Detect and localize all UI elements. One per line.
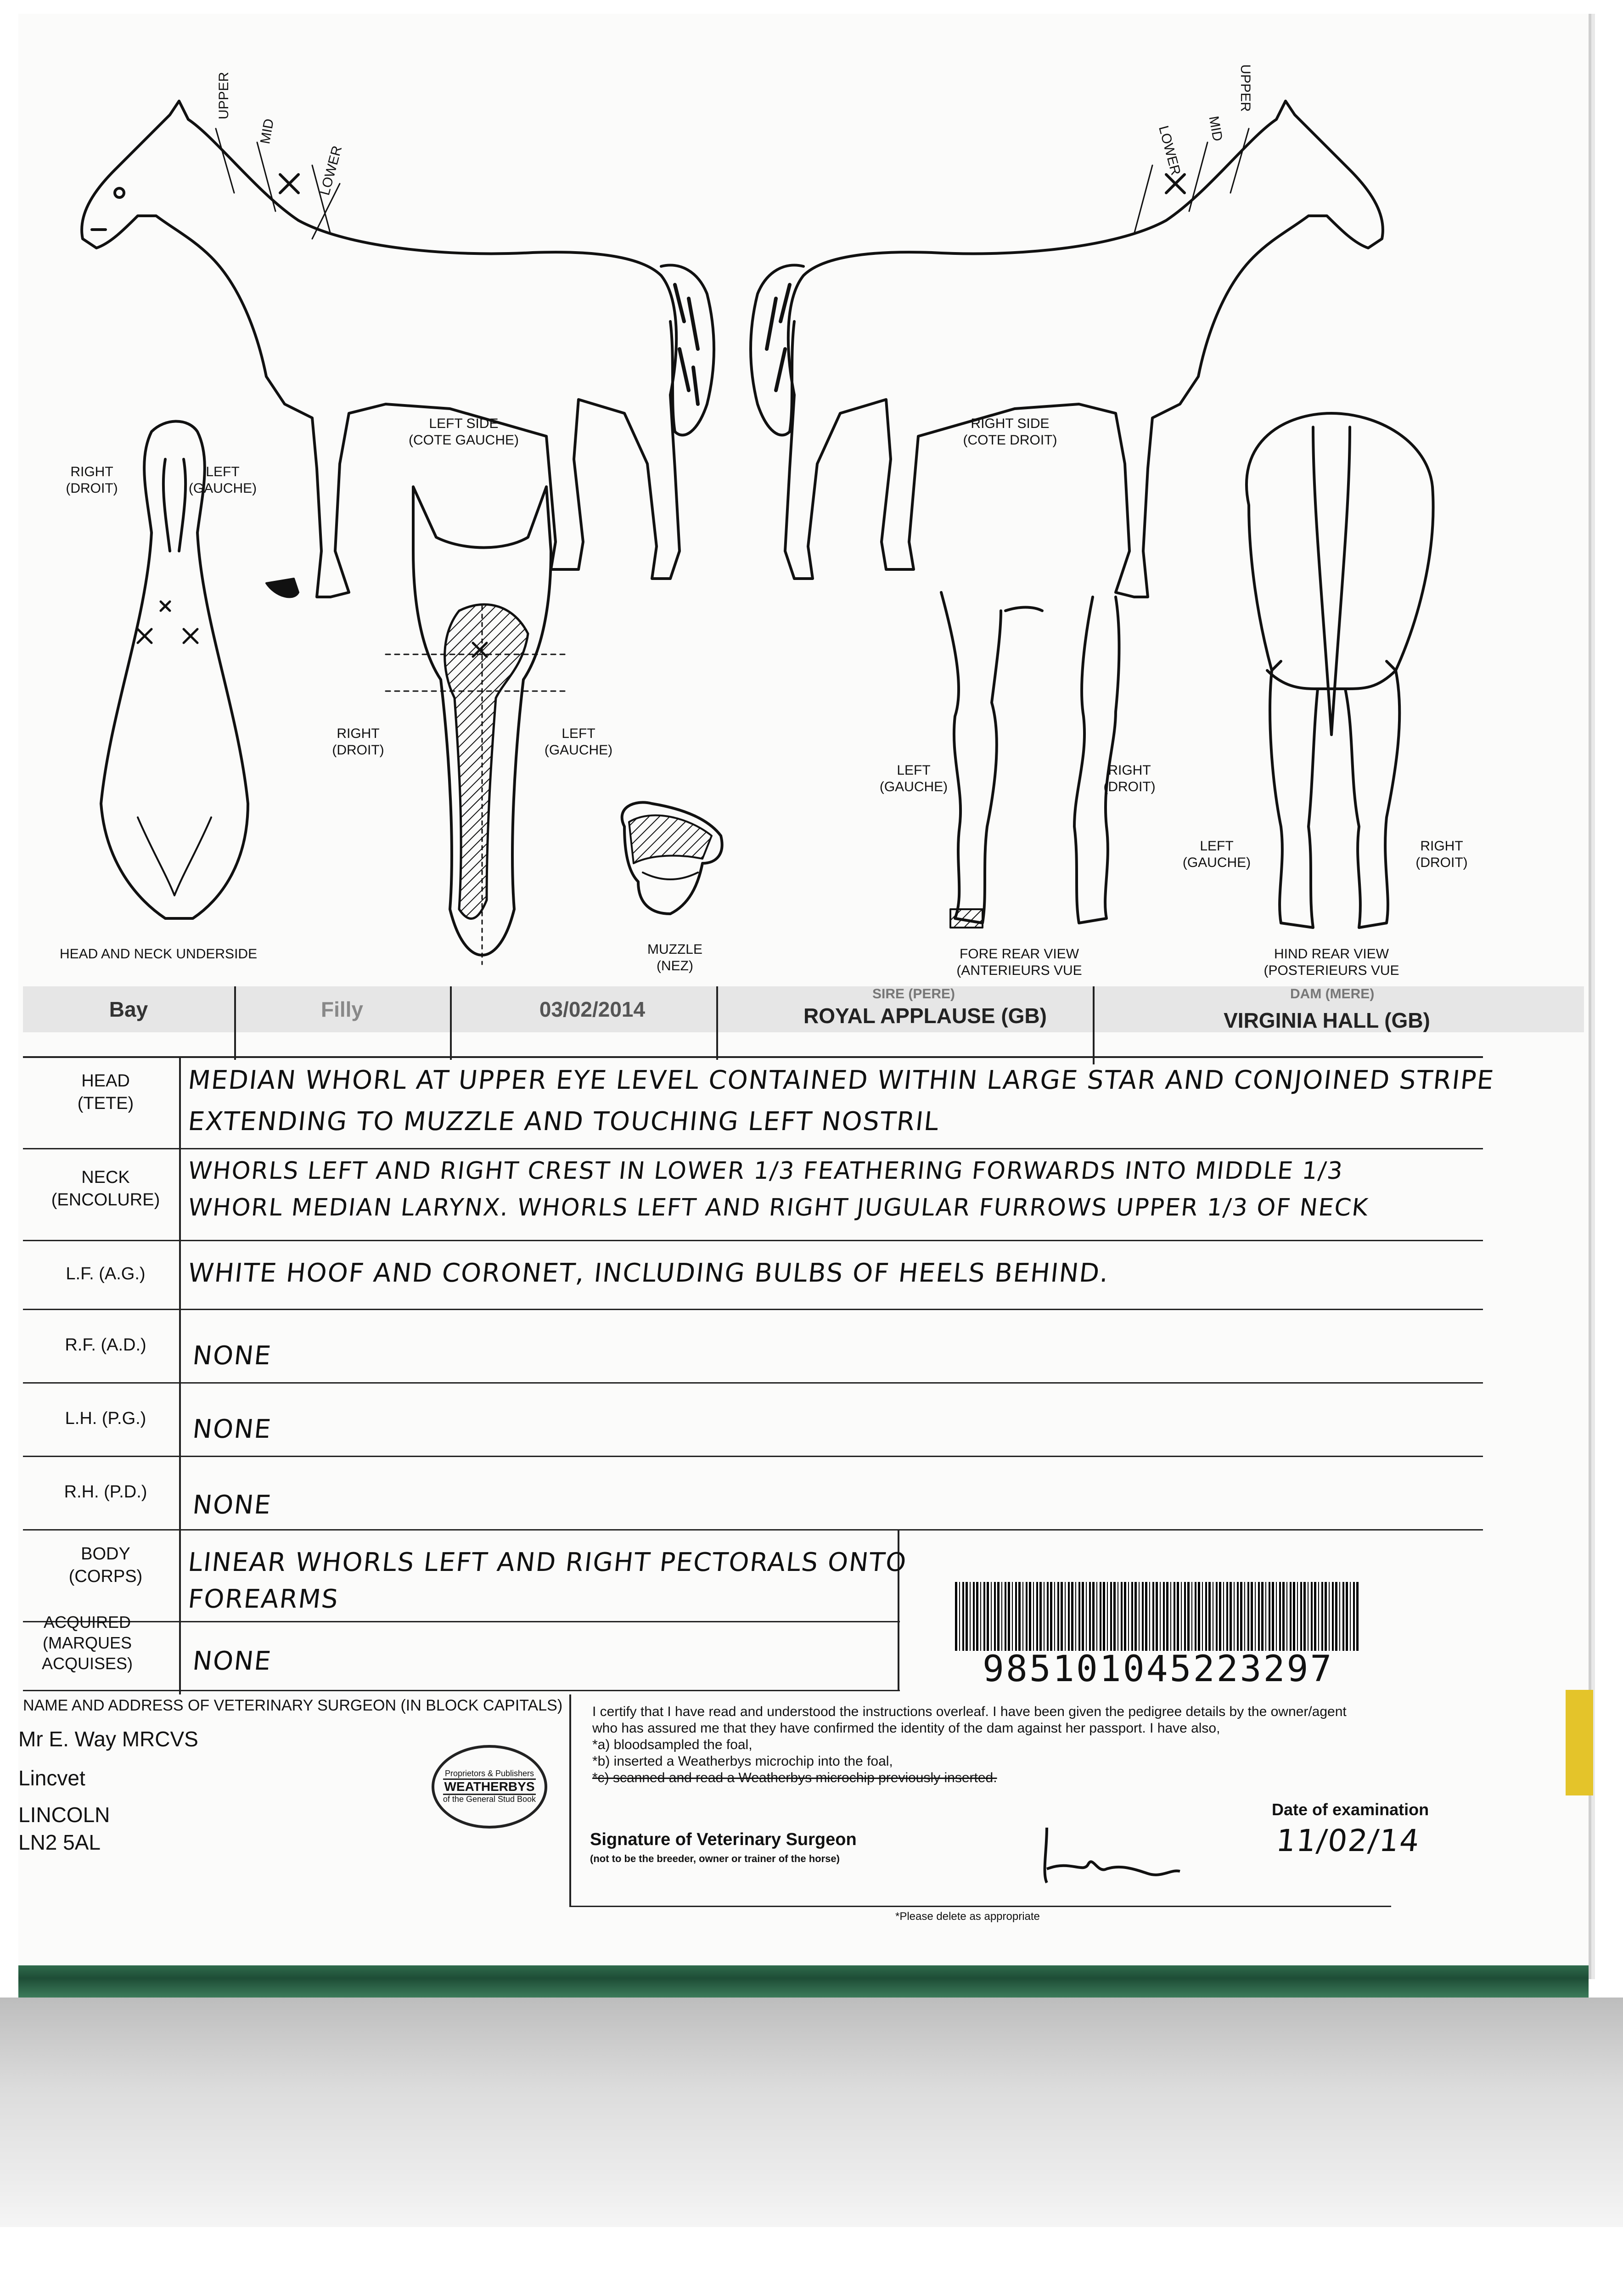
vet-signature: [1028, 1800, 1203, 1892]
horse-left-side: [82, 101, 714, 597]
label-fore-rear-view: FORE REAR VIEW (ANTERIEURS VUE: [956, 946, 1082, 978]
vet-practice: Lincvet: [18, 1766, 85, 1790]
label-hind-left: LEFT (GAUCHE): [1182, 838, 1251, 870]
rh-marking: NONE: [191, 1490, 273, 1520]
delete-note: *Please delete as appropriate: [895, 1910, 1040, 1923]
horse-muzzle: [622, 802, 722, 914]
body-marking-line2: FOREARMS: [186, 1584, 341, 1614]
dob-value: 03/02/2014: [539, 997, 646, 1021]
certification-text: I certify that I have read and understood the instructions overleaf. I have been given the pedigree details by the owner/agent who has assured me that they have confirmed the identity of the dam against her passport. I have also, *a) bloodsampled the foal, *b) inserted a Weatherbys microchip into the foal, *c) scanned and read a Weatherbys microchip previously inserted.: [592, 1704, 1347, 1785]
label-fore-right: RIGHT (DROIT): [1103, 763, 1156, 794]
identity-strip: [23, 986, 1584, 1032]
label-right-side: RIGHT SIDE (COTE DROIT): [963, 416, 1057, 448]
lf-marking: WHITE HOOF AND CORONET, INCLUDING BULBS OF HEELS BEHIND.: [186, 1258, 1111, 1288]
label-mid-right: MID: [1206, 115, 1225, 143]
acquired-marking: NONE: [191, 1646, 273, 1676]
vet-postcode: LN2 5AL: [18, 1830, 101, 1854]
label-hind-right: RIGHT (DROIT): [1415, 838, 1468, 870]
label-fore-left: LEFT (GAUCHE): [879, 763, 948, 794]
neck-marking-line1: WHORLS LEFT AND RIGHT CREST IN LOWER 1/3 FEATHERING FORWARDS INTO MIDDLE 1/3: [186, 1157, 1345, 1185]
label-left-side: LEFT SIDE (COTE GAUCHE): [409, 416, 519, 448]
horse-right-side: [751, 101, 1383, 597]
lh-marking: NONE: [191, 1414, 273, 1444]
row-label-rf: R.F. (A.D.): [65, 1335, 146, 1355]
rf-marking: NONE: [191, 1341, 273, 1371]
neck-marking-line2: WHORL MEDIAN LARYNX. WHORLS LEFT AND RIGHT JUGULAR FURROWS UPPER 1/3 OF NECK: [186, 1194, 1370, 1221]
label-mid-left: MID: [257, 118, 277, 145]
date-label: Date of examination: [1272, 1800, 1429, 1819]
label-muzzle: MUZZLE (NEZ): [647, 942, 702, 974]
label-face-right: RIGHT (DROIT): [332, 726, 384, 758]
weatherbys-stamp: Proprietors & Publishers WEATHERBYS of the General Stud Book: [432, 1745, 547, 1829]
label-head-neck-underside: HEAD AND NECK UNDERSIDE: [60, 946, 258, 962]
horse-fore-legs: [941, 592, 1119, 928]
label-face-left: LEFT (GAUCHE): [544, 726, 613, 758]
sex-value: Filly: [320, 997, 364, 1021]
body-marking-line1: LINEAR WHORLS LEFT AND RIGHT PECTORALS ONTO: [186, 1548, 909, 1577]
label-upper-right: UPPER: [1238, 64, 1253, 112]
microchip-number: 985101045223297: [983, 1649, 1334, 1690]
examination-date: 11/02/14: [1274, 1823, 1422, 1858]
vet-name: Mr E. Way MRCVS: [18, 1727, 198, 1751]
dam-header: DAM (MERE): [1290, 986, 1375, 1002]
label-lower-right: LOWER: [1156, 124, 1184, 177]
label-underside-left: LEFT (GAUCHE): [188, 464, 257, 496]
label-lower-left: LOWER: [317, 144, 345, 197]
signature-label: Signature of Veterinary Surgeon: [590, 1830, 857, 1849]
sire-header: SIRE (PERE): [872, 986, 955, 1002]
colour-value: Bay: [109, 997, 148, 1021]
row-label-lh: L.H. (P.G.): [65, 1409, 146, 1428]
row-label-body: BODY (CORPS): [68, 1544, 143, 1587]
sire-value: ROYAL APPLAUSE (GB): [803, 1004, 1047, 1028]
vet-town: LINCOLN: [18, 1803, 110, 1827]
head-marking-line2: EXTENDING TO MUZZLE AND TOUCHING LEFT NOSTRIL: [186, 1107, 941, 1137]
scan-shadow: [0, 1998, 1623, 2227]
row-label-lf: L.F. (A.G.): [66, 1264, 146, 1283]
page-tab: [1566, 1690, 1593, 1795]
vet-heading: NAME AND ADDRESS OF VETERINARY SURGEON (IN BLOCK CAPITALS): [23, 1697, 563, 1714]
row-label-acquired: ACQUIRED (MARQUES ACQUISES): [41, 1613, 133, 1673]
row-label-rh: R.H. (P.D.): [64, 1482, 147, 1502]
row-label-neck: NECK (ENCOLURE): [51, 1168, 160, 1210]
dam-value: VIRGINIA HALL (GB): [1224, 1008, 1430, 1032]
microchip-barcode: [955, 1582, 1359, 1651]
row-label-head: HEAD (TETE): [77, 1071, 134, 1114]
signature-note: (not to be the breeder, owner or trainer of the horse): [590, 1853, 840, 1864]
label-underside-right: RIGHT (DROIT): [66, 464, 118, 496]
head-marking-line1: MEDIAN WHORL AT UPPER EYE LEVEL CONTAINED WITHIN LARGE STAR AND CONJOINED STRIPE: [186, 1065, 1496, 1095]
book-binding: [18, 1965, 1589, 1998]
label-hind-rear-view: HIND REAR VIEW (POSTERIEURS VUE: [1264, 946, 1399, 978]
label-upper-left: UPPER: [216, 72, 231, 119]
